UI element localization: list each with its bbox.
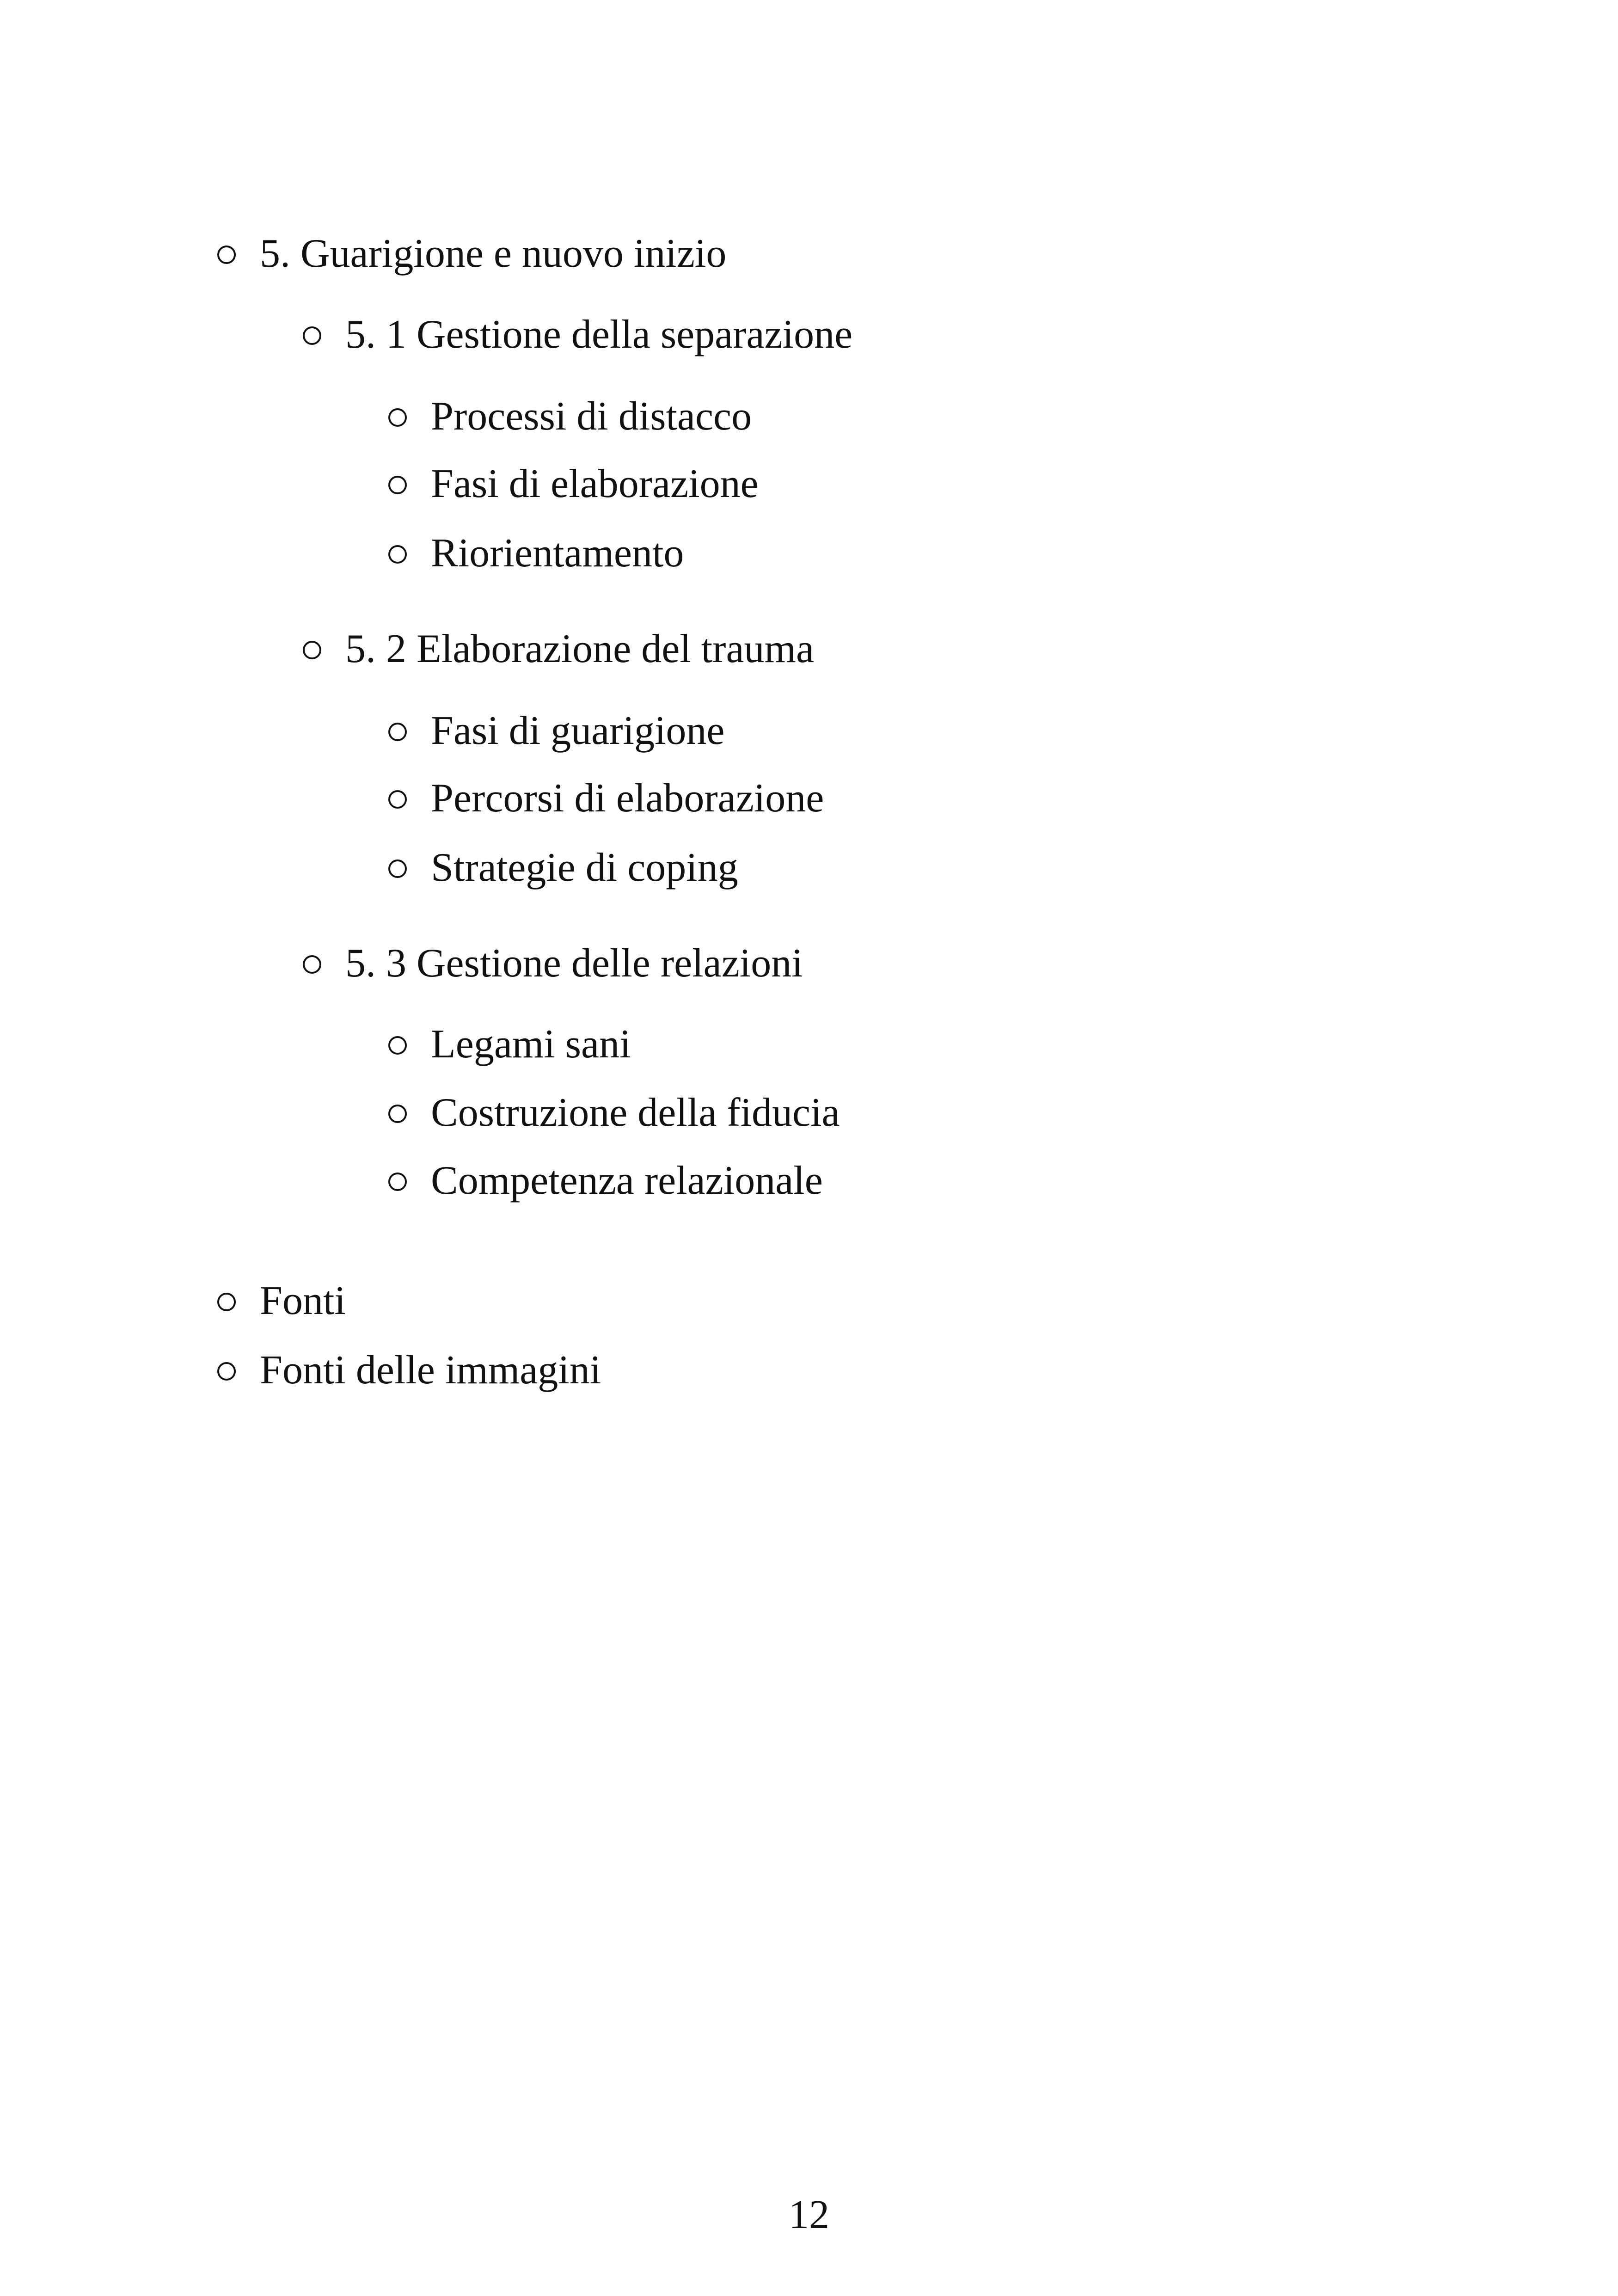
toc-item-label: Fasi di elaborazione (431, 461, 759, 506)
toc-item-label: 5. 2 Elaborazione del trauma (345, 626, 815, 671)
circle-bullet-icon (388, 545, 407, 564)
circle-bullet-icon (217, 246, 236, 264)
toc-item-label: Processi di distacco (431, 394, 752, 439)
circle-bullet-icon (388, 1036, 407, 1055)
toc-item-image-sources (217, 1350, 601, 1391)
toc-item-subsection (388, 1090, 840, 1135)
circle-bullet-icon (388, 476, 407, 494)
circle-bullet-icon (388, 790, 407, 809)
toc-item-label: 5. 3 Gestione delle relazioni (345, 941, 803, 986)
toc-item-subsection (388, 461, 759, 506)
toc-item-section-5-2 (303, 626, 815, 671)
toc-item-label: Strategie di coping (431, 845, 738, 890)
toc-item-label: Costruzione della fiducia (431, 1090, 840, 1135)
circle-bullet-icon (217, 1293, 236, 1311)
circle-bullet-icon (303, 326, 321, 345)
toc-item-label: Fonti (260, 1278, 346, 1323)
toc-item-label: 5. 1 Gestione della separazione (345, 312, 853, 357)
toc-item-label: Fasi di guarigione (431, 708, 725, 753)
toc-item-label: Competenza relazionale (431, 1158, 823, 1203)
page-number: 12 (789, 2192, 829, 2237)
toc-item-subsection (388, 533, 684, 574)
toc-item-sources (217, 1278, 346, 1323)
toc-item-subsection (388, 1160, 823, 1201)
circle-bullet-icon (217, 1362, 236, 1381)
toc-item-section-5-1 (303, 314, 852, 355)
toc-item-chapter-5 (217, 233, 726, 274)
toc-item-subsection (388, 396, 752, 437)
circle-bullet-icon (388, 1173, 407, 1191)
circle-bullet-icon (388, 723, 407, 741)
toc-item-subsection (388, 778, 824, 819)
circle-bullet-icon (303, 955, 321, 974)
toc-item-label: Legami sani (431, 1022, 631, 1067)
circle-bullet-icon (388, 859, 407, 878)
circle-bullet-icon (388, 1105, 407, 1123)
circle-bullet-icon (388, 408, 407, 427)
circle-bullet-icon (303, 641, 321, 659)
toc-item-label: 5. Guarigione e nuovo inizio (260, 231, 727, 276)
toc-item-label: Percorsi di elaborazione (431, 776, 824, 821)
toc-item-subsection (388, 708, 725, 753)
toc-item-subsection (388, 847, 738, 888)
toc-item-label: Fonti delle immagini (260, 1348, 601, 1393)
toc-item-label: Riorientamento (431, 531, 684, 576)
toc-item-section-5-3 (303, 943, 803, 984)
toc-item-subsection (388, 1024, 631, 1065)
